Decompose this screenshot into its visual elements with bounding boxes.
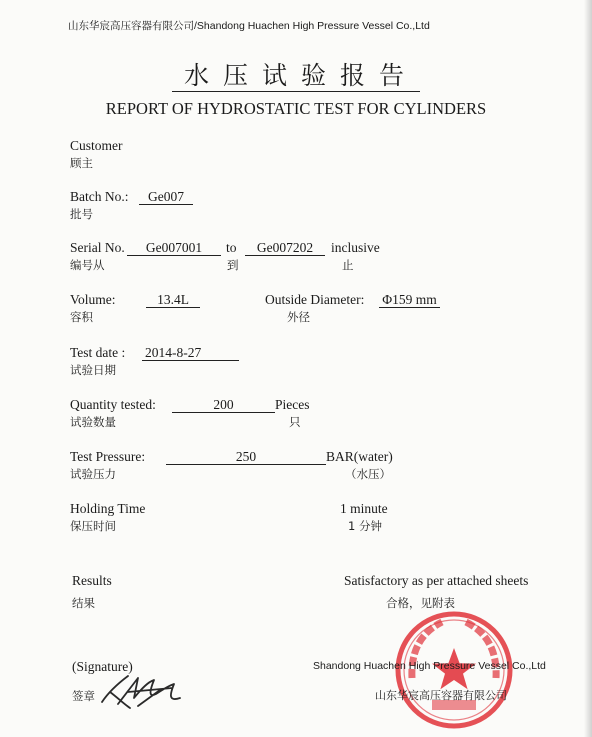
pressure-label: Test Pressure: [70,449,146,464]
company-name-en: Shandong Huachen High Pressure Vessel Co.,Ltd [313,660,546,672]
title-chinese [0,56,592,92]
pressure-unit-cn: （水压） [345,467,391,481]
volume-value: 13.4L [146,292,200,308]
outside-diameter-label-cn: 外径 [287,310,310,324]
results-value-cn: 合格，见附表 [386,596,455,610]
results-label: Results [72,573,112,588]
customer-label: Customer [70,138,123,153]
quantity-label-cn: 试验数量 [70,415,116,429]
serial-to-label: to [226,240,237,255]
outside-diameter-label: Outside Diameter: [265,292,365,307]
handwritten-signature [98,668,186,712]
serial-label: Serial No. [70,240,125,255]
holding-time-label: Holding Time [70,501,146,516]
outside-diameter-value: Φ159 mm [379,292,440,308]
pressure-value: 250 [166,449,326,465]
test-date-label: Test date : [70,345,126,360]
quantity-unit: Pieces [275,397,310,412]
results-label-cn: 结果 [72,596,95,610]
results-value: Satisfactory as per attached sheets [344,573,529,588]
test-date-label-cn: 试验日期 [70,363,116,377]
batch-label-cn: 批号 [70,207,93,221]
quantity-value: 200 [172,397,275,413]
holding-time-label-cn: 保压时间 [70,519,116,533]
document-header: 山东华宸高压容器有限公司/Shandong Huachen High Pressure Vessel Co.,Ltd [68,20,430,32]
test-date-value: 2014-8-27 [142,345,239,361]
volume-label: Volume: [70,292,116,307]
title-chinese-text: 水压试验报告 [172,61,420,92]
holding-time-value-cn: 1 分钟 [348,519,382,533]
pressure-unit: BAR(water) [326,449,393,464]
serial-inclusive-label-cn: 止 [342,258,354,272]
serial-label-cn: 编号从 [70,258,105,272]
quantity-unit-cn: 只 [289,415,301,429]
holding-time-value: 1 minute [340,501,388,516]
scan-edge-shadow [584,0,592,737]
signature-label: (Signature) [72,659,133,674]
pressure-label-cn: 试验压力 [70,467,116,481]
signature-label-cn: 签章 [72,689,95,703]
company-name-cn: 山东华宸高压容器有限公司 [375,689,507,702]
batch-value: Ge007 [139,189,193,205]
volume-label-cn: 容积 [70,310,93,324]
serial-from-value: Ge007001 [127,240,221,256]
serial-to-value: Ge007202 [245,240,325,256]
serial-to-label-cn: 到 [227,258,239,272]
serial-inclusive-label: inclusive [331,240,380,255]
quantity-label: Quantity tested: [70,397,156,412]
customer-label-cn: 顾主 [70,156,93,170]
title-english: REPORT OF HYDROSTATIC TEST FOR CYLINDERS [105,99,487,118]
batch-label: Batch No.: [70,189,129,204]
